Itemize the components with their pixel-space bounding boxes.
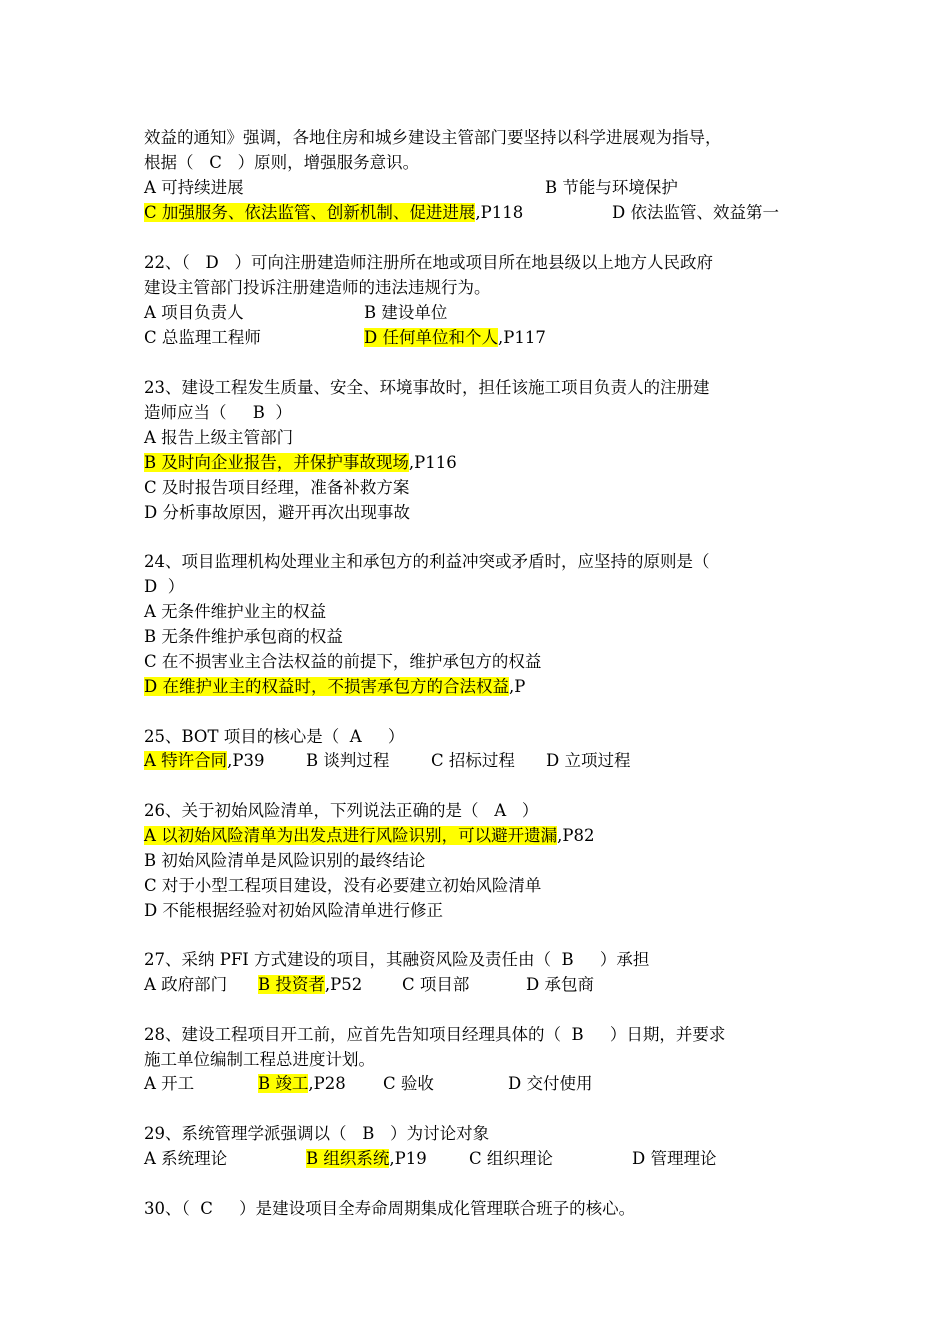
q25-answer-highlight: A 特许合同 — [144, 751, 228, 770]
q26-page-ref: ,P82 — [557, 826, 595, 845]
q23-option-a: A 报告上级主管部门 — [144, 428, 294, 447]
q27-option-a: A 政府部门 — [144, 975, 228, 994]
q23-stem-line-2: 造师应当（ B ） — [144, 403, 292, 422]
q29-option-d: D 管理理论 — [632, 1149, 717, 1168]
q28-option-d: D 交付使用 — [508, 1074, 593, 1093]
q25-option-d: D 立项过程 — [546, 751, 631, 770]
q25-option-a — [144, 750, 265, 772]
q21-stem-line-1: 效益的通知》强调，各地住房和城乡建设主管部门要坚持以科学进展观为指导， — [144, 128, 722, 147]
q22-option-c: C 总监理工程师 — [144, 328, 261, 347]
q22-page-ref: ,P117 — [497, 328, 546, 347]
q29-options — [144, 1148, 717, 1170]
q25-page-ref: ,P39 — [227, 751, 265, 770]
q29-option-c: C 组织理论 — [469, 1149, 553, 1168]
q24-stem-line-1: 24、项目监理机构处理业主和承包方的利益冲突或矛盾时，应坚持的原则是（ — [144, 552, 710, 571]
q27-stem: 27、采纳 PFI 方式建设的项目，其融资风险及责任由（ B ）承担 — [144, 950, 650, 969]
q22-option-a: A 项目负责人 — [144, 303, 244, 322]
q25-options — [144, 750, 631, 772]
q23-option-c: C 及时报告项目经理，准备补救方案 — [144, 478, 410, 497]
q24-option-b: B 无条件维护承包商的权益 — [144, 627, 343, 646]
q28-option-b — [258, 1073, 346, 1095]
q29-option-a: A 系统理论 — [144, 1149, 228, 1168]
q28-answer-highlight: B 竣工 — [258, 1074, 309, 1093]
q23-option-b — [144, 452, 457, 474]
q25-option-b: B 谈判过程 — [306, 751, 390, 770]
q28-option-c: C 验收 — [383, 1074, 434, 1093]
q26-option-c: C 对于小型工程项目建设，没有必要建立初始风险清单 — [144, 876, 542, 895]
q26-option-b: B 初始风险清单是风险识别的最终结论 — [144, 851, 426, 870]
q26-stem: 26、关于初始风险清单，下列说法正确的是（ A ） — [144, 801, 539, 820]
q29-page-ref: ,P19 — [389, 1149, 427, 1168]
q27-option-c: C 项目部 — [402, 975, 470, 994]
q24-page-ref: ,P — [508, 677, 526, 696]
q24-option-a: A 无条件维护业主的权益 — [144, 602, 327, 621]
q21-option-c — [144, 202, 523, 224]
q22-answer-highlight: D 任何单位和个人 — [364, 328, 498, 347]
q23-stem-line-1: 23、建设工程发生质量、安全、环境事故时，担任该施工项目负责人的注册建 — [144, 378, 710, 397]
q22-stem-line-2: 建设主管部门投诉注册建造师的违法违规行为。 — [144, 278, 491, 297]
q22-options-ab — [144, 302, 448, 324]
q21-option-b: B 节能与环境保护 — [545, 178, 678, 197]
q29-answer-highlight: B 组织系统 — [306, 1149, 390, 1168]
q21-answer-highlight: C 加强服务、依法监管、创新机制、促进进展 — [144, 203, 476, 222]
q22-option-d — [364, 327, 546, 349]
q26-option-d: D 不能根据经验对初始风险清单进行修正 — [144, 901, 443, 920]
q27-options — [144, 974, 594, 996]
q25-stem: 25、BOT 项目的核心是（ A ） — [144, 727, 405, 746]
q27-page-ref: ,P52 — [324, 975, 363, 994]
q21-option-a: A 可持续进展 — [144, 178, 244, 197]
q28-option-a: A 开工 — [144, 1074, 195, 1093]
q21-options-ab — [144, 177, 678, 199]
q25-option-c: C 招标过程 — [431, 751, 515, 770]
q29-stem: 29、系统管理学派强调以（ B ）为讨论对象 — [144, 1124, 490, 1143]
q23-page-ref: ,P116 — [408, 453, 457, 472]
q21-stem-line-2: 根据（ C ）原则，增强服务意识。 — [144, 153, 420, 172]
q21-page-ref: ,P118 — [475, 203, 524, 222]
q22-options-cd — [144, 327, 546, 349]
q26-answer-highlight: A 以初始风险清单为出发点进行风险识别，可以避开遗漏 — [144, 826, 558, 845]
q29-option-b — [306, 1148, 427, 1170]
q27-option-d: D 承包商 — [526, 975, 594, 994]
q27-answer-highlight: B 投资者 — [258, 975, 325, 994]
q26-option-a — [144, 825, 595, 847]
q22-option-b: B 建设单位 — [364, 303, 448, 322]
q24-stem-line-2: D ） — [144, 577, 185, 596]
q28-stem-line-1: 28、建设工程项目开工前，应首先告知项目经理具体的（ B ）日期，并要求 — [144, 1025, 726, 1044]
q23-option-d: D 分析事故原因，避开再次出现事故 — [144, 503, 410, 522]
q24-answer-highlight: D 在维护业主的权益时，不损害承包方的合法权益 — [144, 677, 509, 696]
q23-answer-highlight: B 及时向企业报告，并保护事故现场 — [144, 453, 409, 472]
q30-stem: 30、（ C ）是建设项目全寿命周期集成化管理联合班子的核心。 — [144, 1199, 636, 1218]
q28-page-ref: ,P28 — [308, 1074, 346, 1093]
q24-option-d — [144, 676, 525, 698]
q21-options-cd — [144, 202, 779, 224]
q28-stem-line-2: 施工单位编制工程总进度计划。 — [144, 1050, 375, 1069]
q22-stem-line-1: 22、（ D ）可向注册建造师注册所在地或项目所在地县级以上地方人民政府 — [144, 253, 713, 272]
q27-option-b — [258, 974, 362, 996]
q21-option-d: D 依法监管、效益第一 — [612, 203, 779, 222]
q24-option-c: C 在不损害业主合法权益的前提下，维护承包方的权益 — [144, 652, 542, 671]
q28-options — [144, 1073, 593, 1095]
